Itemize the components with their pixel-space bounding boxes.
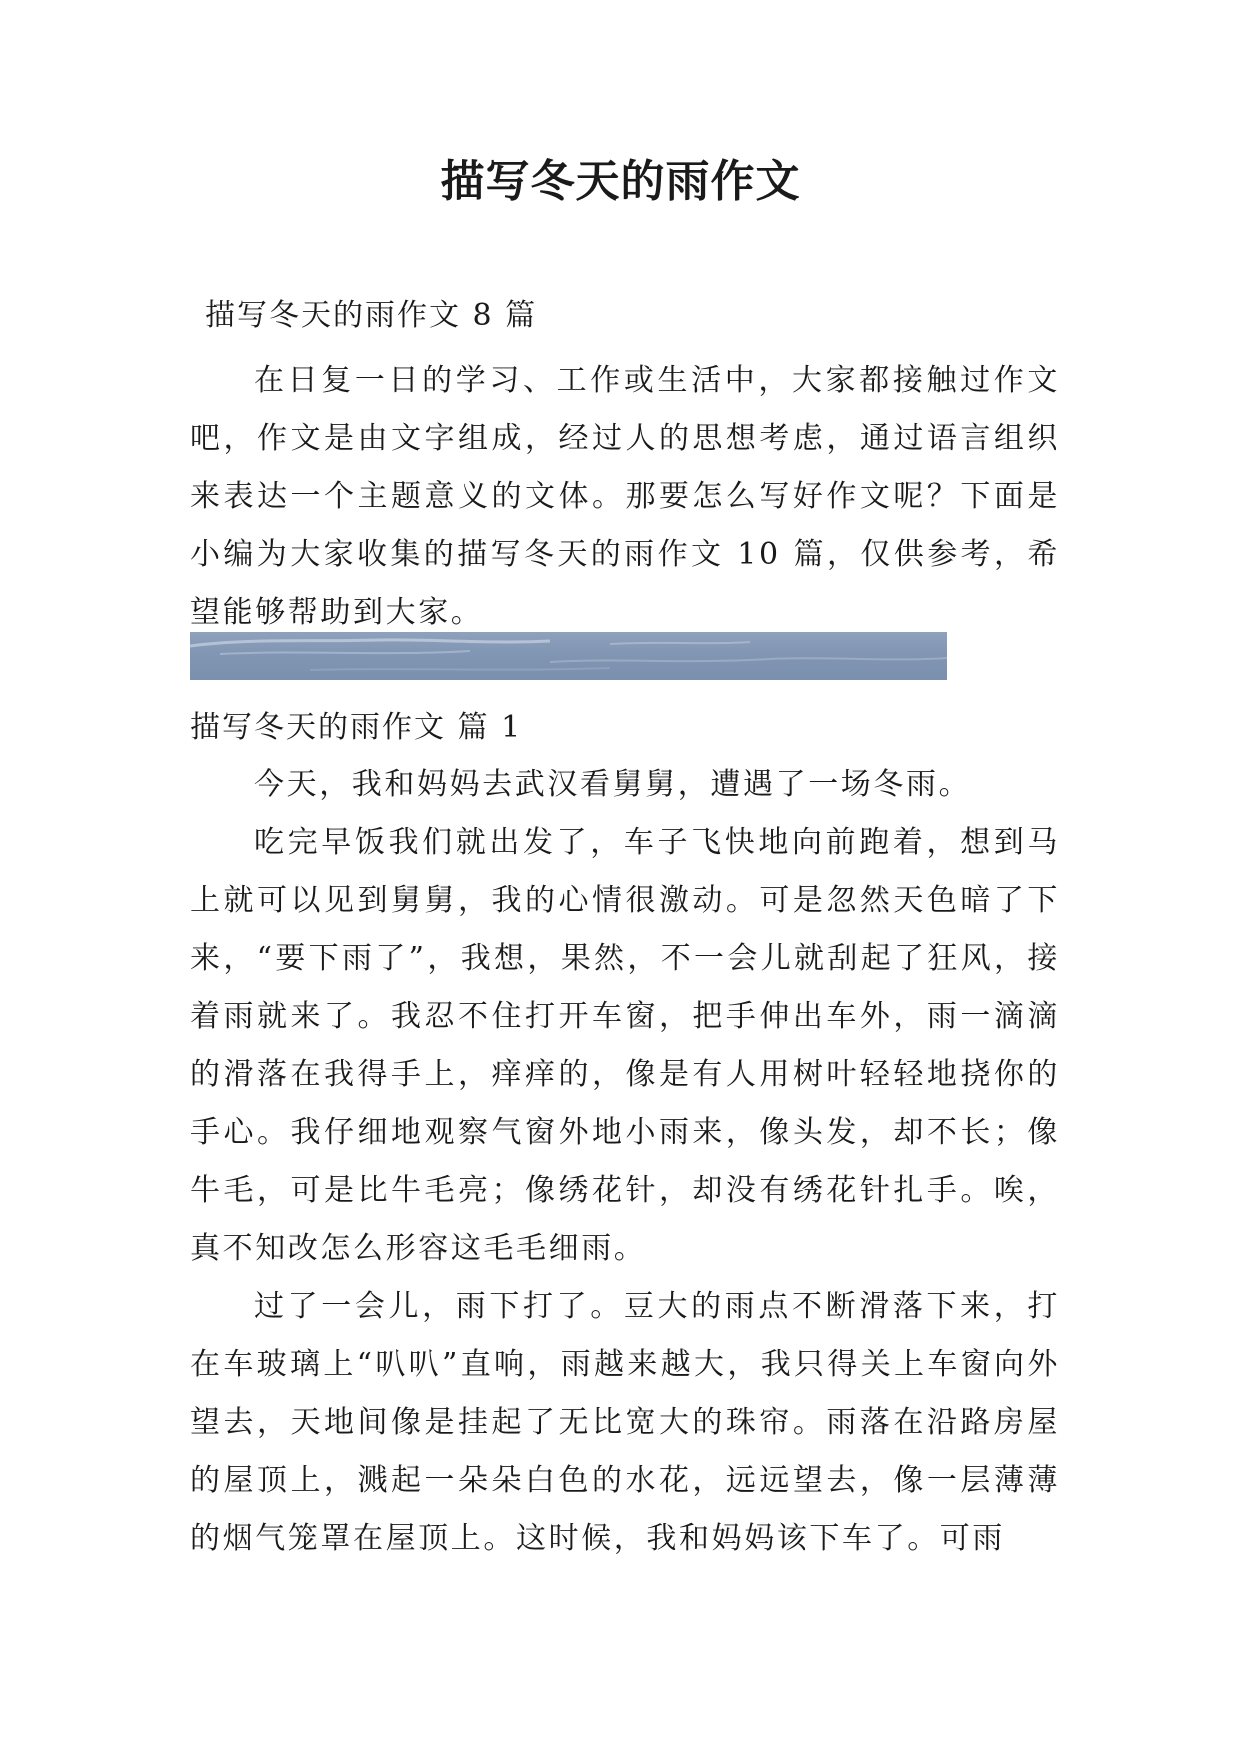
body-paragraph-2: 吃完早饭我们就出发了，车子飞快地向前跑着，想到马上就可以见到舅舅，我的心情很激动。可是忽然天色暗了下来，“要下雨了”，我想，果然，不一会儿就刮起了狂风，接着雨就来了。我忍不住打开车窗，把手伸出车外，雨一滴滴的滑落在我得手上，痒痒的，像是有人用树叶轻轻地挠你的手心。我仔细地观察气窗外地小雨来，像头发，却不长；像牛毛，可是比牛毛亮；像绣花针，却没有绣花针扎手。唉，真不知改怎么形容这毛毛细雨。 (190, 825, 1060, 1266)
sky-banner-image (190, 632, 947, 680)
body-paragraph-3: 过了一会儿，雨下打了。豆大的雨点不断滑落下来，打在车玻璃上“叭叭”直响，雨越来越大，我只得关上车窗向外望去，天地间像是挂起了无比宽大的珠帘。雨落在沿路房屋的屋顶上，溅起一朵朵白色的水花，远远望去，像一层薄薄的烟气笼罩在屋顶上。这时候，我和妈妈该下车了。可雨 (190, 1289, 1060, 1556)
sky-streaks-graphic (190, 632, 947, 680)
document-title: 描写冬天的雨作文 (440, 156, 801, 207)
document-subtitle: 描写冬天的雨作文 8 篇 (205, 298, 538, 333)
intro-paragraph: 在日复一日的学习、工作或生活中，大家都接触过作文吧，作文是由文字组成，经过人的思想考虑，通过语言组织来表达一个主题意义的文体。那要怎么写好作文呢？下面是小编为大家收集的描写冬天的雨作文 10 篇，仅供参考，希望能够帮助到大家。 (190, 363, 1060, 630)
body-paragraph-1: 今天，我和妈妈去武汉看舅舅，遭遇了一场冬雨。 (254, 767, 972, 802)
section-heading-part-1: 描写冬天的雨作文 篇 1 (190, 710, 523, 745)
